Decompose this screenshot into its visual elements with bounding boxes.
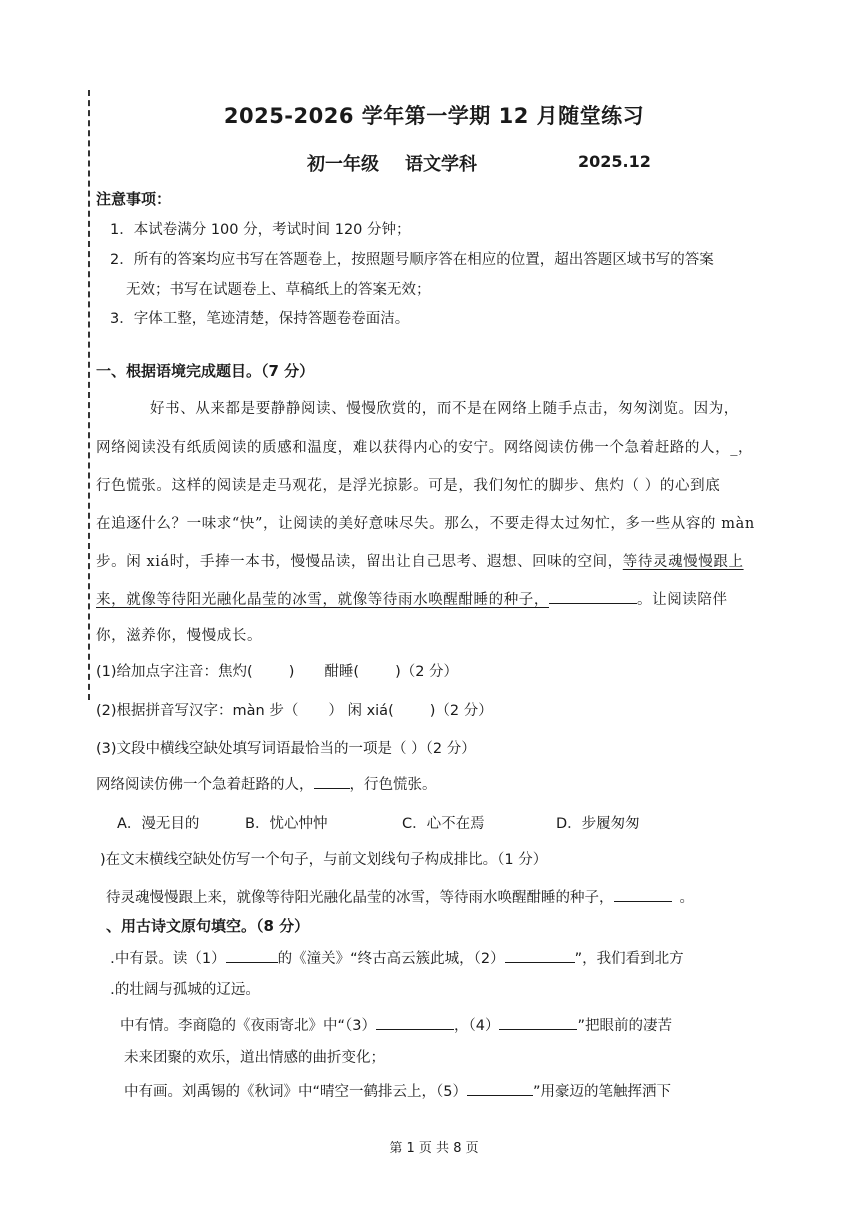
passage-line-4: 在追逐什么？一味求“快”，让阅读的美好意味尽失。那么，不要走得太过匆忙，多一些从容的 màn [96,516,755,532]
exam-title: 2025-2026 学年第一学期 12 月随堂练习 [223,104,645,128]
passage-line-7: 你，滋养你，慢慢成长。 [96,628,263,644]
s2-l1a: ․中有景。读（1） [110,951,226,967]
section2-heading: 、用古诗文原句填空。（8 分） [106,917,310,935]
s2-l3c: ”把眼前的凄苦 [577,1018,672,1034]
section2-line-1 [110,947,684,968]
section2-line-5 [124,1080,671,1101]
q2-text: (2)根据拼音写汉字：màn 步（ [96,703,299,719]
section2-line-2: ․的壮阔与孤城的辽远。 [110,982,260,998]
notice-item-1: 1．本试卷满分 100 分，考试时间 120 分钟； [110,222,411,238]
s2-l3a: 中有情。李商隐的《夜雨寄北》中“（3） [120,1018,376,1034]
passage-line-5-text: 步。闲 xiá时，手捧一本书，慢慢品读，留出让自己思考、遐想、回味的空间， [96,554,623,570]
passage-underlined-2: 来，就像等待阳光融化晶莹的冰雪，就像等待雨水唤醒酣睡的种子， [96,592,549,608]
q2-mid: ） 闲 xiá( [328,703,394,719]
s2-blank-2[interactable] [505,948,575,963]
passage-line-2: 网络阅读没有纸质阅读的质感和温度，难以获得内心的安宁。网络阅读仿佛一个急着赶路的人，_， [96,440,754,456]
q3-sentence-b: ，行色慌张。 [349,777,437,793]
passage-blank[interactable] [549,589,637,604]
page-footer: 第 1 页 共 8 页 [389,1141,479,1156]
q1-prefix: (1)给加点字注音： [96,664,219,680]
notice-heading: 注意事项： [96,190,172,208]
passage-underlined-1: 等待灵魂慢慢跟上 [622,554,744,570]
s2-blank-3[interactable] [376,1015,454,1030]
question-1 [96,660,458,681]
section1-heading: 一、根据语境完成题目。（7 分） [96,362,315,380]
q4-blank[interactable] [614,887,672,902]
passage-line-1: 好书、从来都是要静静阅读、慢慢欣赏的，而不是在网络上随手点击，匆匆浏览。因为， [150,401,739,417]
question-2 [96,699,493,720]
passage-line-3: 行色慌张。这样的阅读是走马观花，是浮光掠影。可是，我们匆忙的脚步、焦灼（ ）的心到底 [96,478,721,494]
s2-l5b: ”用豪迈的笔触挥洒下 [533,1084,672,1100]
notice-item-3: 3．字体工整，笔迹清楚，保持答题卷卷面洁。 [110,311,410,327]
s2-l3b: ，（4） [454,1018,500,1034]
s2-blank-1[interactable] [226,948,278,963]
q2-end: )（2 分） [429,703,493,719]
notice-item-2: 2．所有的答案均应书写在答题卷上，按照题号顺序答在相应的位置，超出答题区域书写的答案 [110,252,714,268]
grade-label: 初一年级 [307,154,379,175]
q4-sentence-text: 待灵魂慢慢跟上来，就像等待阳光融化晶莹的冰雪，等待雨水唤醒酣睡的种子， [106,890,614,906]
question-4: )在文末横线空缺处仿写一个句子，与前文划线句子构成排比。（1 分） [100,852,548,868]
passage-line-5 [96,550,744,571]
s2-blank-4[interactable] [499,1015,577,1030]
q1-close1: ) [288,664,295,680]
q1-word2: 酣睡( [324,664,360,680]
s2-l5a: 中有画。刘禹锡的《秋词》中“晴空一鹤排云上，（5） [124,1084,467,1100]
section2-line-4: 未来团聚的欢乐，道出情感的曲折变化； [124,1050,385,1066]
s2-l1c: ”，我们看到北方 [574,951,684,967]
passage-line-6 [96,588,728,609]
q3-option-d[interactable]: D．步履匆匆 [556,816,640,832]
q3-option-c[interactable]: C．心不在焉 [402,816,485,832]
passage-line-6-end: 。让阅读陪伴 [637,592,728,608]
subject-label: 语文学科 [405,154,477,175]
q3-sentence [96,773,437,794]
q3-sentence-a: 网络阅读仿佛一个急着赶路的人， [96,777,314,793]
question-3: (3)文段中横线空缺处填写词语最恰当的一项是（ ）（2 分） [96,741,476,757]
q1-word1: 焦灼( [218,664,253,680]
section2-line-3 [120,1014,672,1035]
s2-l1b: 的《潼关》“终古高云簇此城，（2） [277,951,505,967]
q1-close2: )（2 分） [395,664,459,680]
notice-item-2-cont: 无效；书写在试题卷上、草稿纸上的答案无效； [126,282,431,298]
q3-option-a[interactable]: A．漫无目的 [117,816,200,832]
q4-end: 。 [679,890,694,906]
q3-blank[interactable] [314,774,350,789]
q4-sentence [106,886,694,907]
s2-blank-5[interactable] [467,1081,533,1096]
binding-dashed-line [88,90,90,700]
exam-date: 2025.12 [578,152,651,171]
q3-option-b[interactable]: B．忧心忡忡 [245,816,328,832]
